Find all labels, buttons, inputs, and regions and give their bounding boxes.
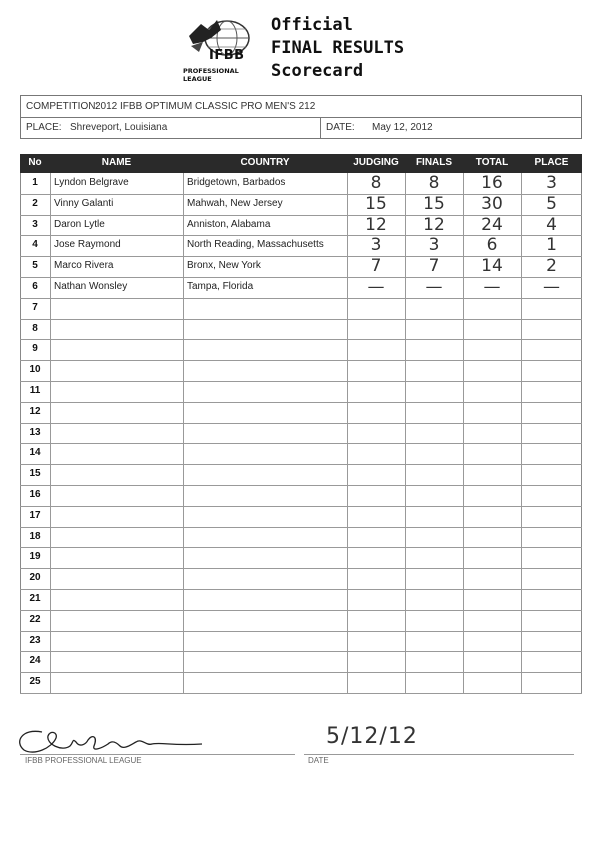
place-value — [521, 423, 582, 443]
finals-score — [405, 568, 463, 588]
competitor-country — [187, 631, 345, 651]
competitor-name: Marco Rivera — [54, 260, 114, 272]
judging-score — [347, 506, 405, 526]
competitor-country: Tampa, Florida — [187, 281, 254, 292]
date-label: DATE: — [326, 122, 355, 133]
place-value — [521, 464, 582, 484]
table-row — [20, 339, 582, 361]
finals-score — [405, 443, 463, 463]
place-value — [521, 339, 582, 359]
finals-score — [405, 485, 463, 505]
judging-score: 15 — [365, 193, 387, 214]
total-score: 16 — [481, 173, 503, 193]
total-score — [463, 423, 521, 443]
row-number: 5 — [32, 260, 38, 272]
finals-score — [405, 610, 463, 630]
competitor-name — [54, 547, 182, 567]
judging-score — [347, 423, 405, 443]
judging-score: — — [367, 277, 385, 297]
place-value — [521, 360, 582, 380]
table-row — [20, 527, 582, 549]
row-number: 9 — [32, 343, 38, 355]
finals-score — [405, 402, 463, 422]
place-value — [521, 402, 582, 422]
judging-score — [347, 360, 405, 380]
total-score — [463, 485, 521, 505]
row-number: 18 — [29, 530, 41, 542]
row-number: 15 — [29, 468, 41, 480]
finals-score — [405, 547, 463, 567]
finals-score: 15 — [423, 193, 445, 214]
row-number: 16 — [29, 489, 41, 500]
competition-label: COMPETITION: — [26, 101, 99, 112]
row-number: 11 — [29, 385, 41, 396]
competitor-name: Jose Raymond — [54, 239, 121, 251]
competitor-name: Lyndon Belgrave — [54, 177, 129, 188]
total-score — [463, 568, 521, 588]
table-row — [20, 651, 582, 673]
signature-area — [20, 722, 295, 765]
place-label: PLACE: — [26, 122, 62, 133]
competitor-country — [187, 506, 345, 526]
title-line: FINAL RESULTS — [271, 38, 405, 58]
table-row — [20, 631, 582, 653]
judging-score — [347, 402, 405, 422]
competitor-country — [187, 298, 345, 318]
competitor-country: Bridgetown, Barbados — [187, 177, 286, 188]
competitor-country — [187, 464, 345, 484]
finals-score — [405, 298, 463, 318]
competitor-country — [187, 381, 345, 401]
competitor-country: Anniston, Alabama — [187, 218, 271, 230]
results-table — [20, 154, 582, 694]
competitor-name — [54, 631, 182, 651]
table-row — [20, 235, 582, 257]
competitor-name — [54, 339, 182, 359]
competition-row — [21, 96, 581, 118]
table-row — [20, 277, 582, 299]
table-row — [20, 672, 582, 694]
row-number: 22 — [29, 613, 41, 625]
judging-score — [347, 610, 405, 630]
finals-score — [405, 651, 463, 671]
competitor-country — [187, 485, 345, 505]
competitor-name — [54, 527, 182, 547]
header-country: COUNTRY — [240, 157, 290, 168]
total-score: 30 — [481, 193, 503, 214]
competitor-name — [54, 319, 182, 339]
total-score — [463, 651, 521, 671]
table-row — [20, 215, 582, 237]
total-score — [463, 631, 521, 651]
competitor-country: Mahwah, New Jersey — [187, 197, 283, 209]
place-value — [521, 443, 582, 463]
judging-score: 12 — [365, 214, 387, 235]
table-row — [20, 298, 582, 320]
competitor-name — [54, 672, 182, 692]
competitor-country — [187, 568, 345, 588]
row-number: 23 — [29, 634, 41, 646]
row-number: 4 — [32, 239, 38, 251]
judging-score — [347, 464, 405, 484]
row-number: 3 — [32, 218, 38, 230]
place-value: 2 — [546, 256, 557, 277]
place-value: 3 — [546, 173, 557, 193]
ifbb-logo — [181, 16, 265, 83]
total-score — [463, 527, 521, 547]
competitor-name — [54, 651, 182, 671]
table-row — [20, 506, 582, 528]
row-number: 12 — [29, 405, 41, 417]
row-number: 7 — [32, 301, 38, 313]
place-value: 1 — [546, 235, 557, 256]
finals-score — [405, 423, 463, 443]
place-value — [521, 589, 582, 609]
finals-score: — — [425, 277, 443, 297]
signature-label: IFBB PROFESSIONAL LEAGUE — [25, 756, 142, 765]
finals-score: 8 — [428, 173, 440, 193]
total-score — [463, 464, 521, 484]
total-score — [463, 506, 521, 526]
total-score — [463, 443, 521, 463]
competitor-country — [187, 547, 345, 567]
title-line: Official — [271, 15, 353, 35]
competitor-country — [187, 672, 345, 692]
competitor-country — [187, 360, 345, 380]
place-value — [521, 547, 582, 567]
competitor-name — [54, 381, 182, 401]
judging-score — [347, 443, 405, 463]
date-area — [304, 722, 574, 765]
row-number: 14 — [29, 447, 41, 459]
competitor-country — [187, 402, 345, 422]
competitor-name — [54, 506, 182, 526]
competitor-country — [187, 319, 345, 339]
date-footer-label: DATE — [308, 756, 329, 765]
total-score — [463, 589, 521, 609]
finals-score — [405, 464, 463, 484]
logo-text: IFBB — [209, 48, 245, 63]
finals-score — [405, 527, 463, 547]
competition-info-box — [20, 95, 582, 139]
finals-score — [405, 672, 463, 692]
row-number: 20 — [29, 572, 41, 584]
competitor-name: Daron Lytle — [54, 218, 105, 230]
judging-score — [347, 527, 405, 547]
row-number: 24 — [29, 655, 41, 667]
judging-score — [347, 319, 405, 339]
judging-score — [347, 631, 405, 651]
table-row — [20, 464, 582, 486]
signature-line — [20, 754, 295, 755]
total-score: — — [483, 277, 501, 297]
competitor-country — [187, 423, 345, 443]
competitor-country — [187, 527, 345, 547]
place-value: 5 — [546, 193, 557, 214]
table-header — [20, 154, 582, 173]
judging-score — [347, 381, 405, 401]
judging-score: 3 — [370, 235, 382, 256]
row-number: 19 — [29, 551, 41, 563]
competitor-country: North Reading, Massachusetts — [187, 239, 324, 251]
judging-score — [347, 298, 405, 318]
header-finals: FINALS — [415, 157, 453, 168]
row-number: 17 — [29, 509, 41, 521]
total-score — [463, 360, 521, 380]
finals-score: 7 — [428, 256, 440, 277]
place-value — [521, 298, 582, 318]
row-number: 8 — [32, 322, 38, 334]
logo-subtext: PROFESSIONAL LEAGUE — [183, 67, 239, 83]
competitor-name — [54, 360, 182, 380]
judging-score — [347, 568, 405, 588]
handwritten-date: 5/12/12 — [326, 724, 418, 749]
finals-score — [405, 631, 463, 651]
row-number: 1 — [32, 177, 38, 188]
table-row — [20, 173, 582, 195]
judging-score — [347, 485, 405, 505]
competitor-name — [54, 464, 182, 484]
place-value: 4 — [546, 214, 557, 235]
total-score — [463, 319, 521, 339]
table-row — [20, 443, 582, 465]
total-score — [463, 339, 521, 359]
page-title — [271, 14, 404, 83]
judging-score: 8 — [370, 173, 382, 193]
table-row — [20, 360, 582, 382]
row-number: 10 — [29, 364, 41, 376]
table-row — [20, 568, 582, 590]
row-number: 6 — [32, 281, 38, 292]
table-row — [20, 402, 582, 424]
finals-score — [405, 381, 463, 401]
competitor-name: Nathan Wonsley — [54, 281, 128, 292]
finals-score — [405, 506, 463, 526]
total-score: 6 — [486, 235, 498, 256]
finals-score — [405, 589, 463, 609]
place-value — [521, 381, 582, 401]
place-value — [521, 319, 582, 339]
row-number: 21 — [29, 593, 41, 604]
competitor-name — [54, 568, 182, 588]
place-value — [521, 568, 582, 588]
competition-value: 2012 IFBB OPTIMUM CLASSIC PRO MEN'S 212 — [95, 101, 316, 112]
row-number: 2 — [32, 197, 38, 209]
judging-score: 7 — [370, 256, 382, 277]
total-score — [463, 672, 521, 692]
header-place: PLACE — [534, 157, 569, 168]
competitor-name — [54, 485, 182, 505]
total-score — [463, 402, 521, 422]
total-score — [463, 610, 521, 630]
competitor-country — [187, 339, 345, 359]
date-line — [304, 754, 574, 755]
header-judging: JUDGING — [353, 157, 399, 168]
table-row — [20, 319, 582, 341]
header-total: TOTAL — [475, 157, 509, 168]
competitor-name: Vinny Galanti — [54, 197, 114, 209]
judging-score — [347, 672, 405, 692]
table-row — [20, 256, 582, 278]
total-score — [463, 381, 521, 401]
row-number: 13 — [29, 426, 41, 438]
table-row — [20, 423, 582, 445]
title-line: Scorecard — [271, 61, 364, 81]
competitor-country: Bronx, New York — [187, 260, 261, 272]
competitor-country — [187, 443, 345, 463]
place-value: Shreveport, Louisiana — [70, 122, 168, 133]
finals-score: 3 — [428, 235, 440, 256]
finals-score: 12 — [423, 214, 445, 235]
competitor-name — [54, 610, 182, 630]
place-value: — — [543, 277, 560, 297]
header-name: NAME — [101, 157, 132, 168]
judging-score — [347, 547, 405, 567]
competitor-name — [54, 402, 182, 422]
place-value — [521, 485, 582, 505]
finals-score — [405, 360, 463, 380]
row-number: 25 — [29, 676, 41, 688]
place-value — [521, 631, 582, 651]
judging-score — [347, 589, 405, 609]
table-row — [20, 194, 582, 216]
table-row — [20, 589, 582, 611]
finals-score — [405, 319, 463, 339]
table-row — [20, 547, 582, 569]
competitor-name — [54, 443, 182, 463]
table-row — [20, 610, 582, 632]
competitor-name — [54, 298, 182, 318]
place-value — [521, 506, 582, 526]
place-value — [521, 610, 582, 630]
judging-score — [347, 651, 405, 671]
competitor-country — [187, 589, 345, 609]
place-value — [521, 527, 582, 547]
judging-score — [347, 339, 405, 359]
competitor-name — [54, 589, 182, 609]
total-score — [463, 298, 521, 318]
total-score: 24 — [481, 214, 503, 235]
date-value: May 12, 2012 — [372, 122, 433, 133]
competitor-country — [187, 651, 345, 671]
total-score: 14 — [481, 256, 503, 277]
total-score — [463, 547, 521, 567]
signature-image — [12, 722, 212, 758]
table-row — [20, 381, 582, 403]
table-row — [20, 485, 582, 507]
place-value — [521, 651, 582, 671]
header-no: No — [28, 157, 42, 168]
competitor-name — [54, 423, 182, 443]
finals-score — [405, 339, 463, 359]
divider — [320, 117, 321, 138]
competitor-country — [187, 610, 345, 630]
place-value — [521, 672, 582, 692]
